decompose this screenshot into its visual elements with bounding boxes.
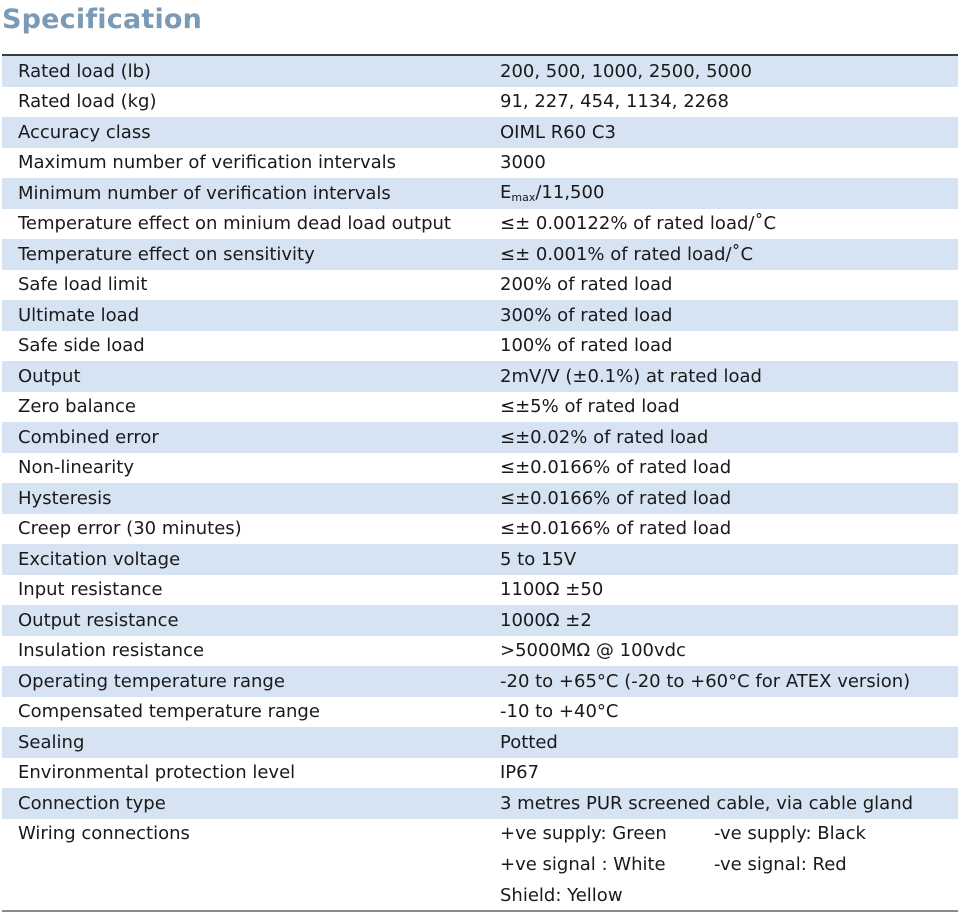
spec-value: 5 to 15V <box>500 548 577 570</box>
spec-value: ≤±0.0166% of rated load <box>500 457 732 479</box>
wiring-item: +ve supply: Green <box>500 822 667 844</box>
spec-label: Connection type <box>18 792 166 814</box>
table-row <box>2 300 958 331</box>
spec-label: Temperature effect on sensitivity <box>18 243 315 265</box>
spec-value: Potted <box>500 731 558 753</box>
spec-value: ≤±0.0166% of rated load <box>500 487 732 509</box>
table-row <box>2 117 958 148</box>
spec-label: Compensated temperature range <box>18 701 320 723</box>
spec-value: 200% of rated load <box>500 274 673 296</box>
spec-label: Wiring connections <box>18 822 190 844</box>
wiring-item: -ve signal: Red <box>714 853 847 875</box>
spec-label: Safe side load <box>18 335 145 357</box>
table-row <box>2 544 958 575</box>
spec-label: Accuracy class <box>18 121 151 143</box>
table-row <box>2 361 958 392</box>
table-row <box>2 87 958 118</box>
table-row <box>2 666 958 697</box>
table-row <box>2 178 958 209</box>
table-row <box>2 788 958 819</box>
spec-value: IP67 <box>500 762 540 784</box>
table-row <box>2 697 958 728</box>
table-row <box>2 453 958 484</box>
spec-label: Output resistance <box>18 609 179 631</box>
spec-value: 200, 500, 1000, 2500, 5000 <box>500 60 752 82</box>
table-row <box>2 270 958 301</box>
spec-value-subscript: max <box>511 191 536 205</box>
spec-value-rest: /11,500 <box>535 182 605 204</box>
table-row <box>2 239 958 270</box>
wiring-values <box>500 823 958 916</box>
table-row <box>2 758 958 789</box>
table-row <box>2 422 958 453</box>
spec-label: Non-linearity <box>18 457 135 479</box>
spec-label: Sealing <box>18 731 85 753</box>
spec-label: Rated load (lb) <box>18 60 152 82</box>
spec-value: ≤± 0.00122% of rated load/˚C <box>500 213 777 235</box>
spec-value: >5000MΩ @ 100vdc <box>500 640 686 662</box>
spec-value: 100% of rated load <box>500 335 673 357</box>
spec-value: -10 to +40°C <box>500 701 619 723</box>
spec-label: Operating temperature range <box>18 670 285 692</box>
table-row <box>2 514 958 545</box>
spec-value: -20 to +65°C (-20 to +60°C for ATEX version) <box>500 670 911 692</box>
spec-value: 3000 <box>500 152 546 174</box>
spec-value: OIML R60 C3 <box>500 121 616 143</box>
table-row <box>2 605 958 636</box>
table-row <box>2 575 958 606</box>
page-title: Specification <box>2 4 203 35</box>
spec-label: Minimum number of verification intervals <box>18 182 391 204</box>
spec-label: Creep error (30 minutes) <box>18 518 242 540</box>
table-row <box>2 392 958 423</box>
table-row <box>2 483 958 514</box>
spec-label: Rated load (kg) <box>18 91 157 113</box>
wiring-item: Shield: Yellow <box>500 884 623 906</box>
table-row <box>2 148 958 179</box>
spec-label: Insulation resistance <box>18 640 205 662</box>
table-row <box>2 727 958 758</box>
spec-value: ≤±0.02% of rated load <box>500 426 709 448</box>
spec-label: Combined error <box>18 426 159 448</box>
spec-label: Maximum number of verification intervals <box>18 152 397 174</box>
spec-label: Safe load limit <box>18 274 148 296</box>
spec-label: Output <box>18 365 81 387</box>
table-row <box>2 209 958 240</box>
spec-label: Environmental protection level <box>18 762 296 784</box>
wiring-item: +ve signal : White <box>500 853 666 875</box>
spec-label: Zero balance <box>18 396 137 418</box>
table-row <box>2 56 958 87</box>
spec-value: 91, 227, 454, 1134, 2268 <box>500 91 730 113</box>
spec-value-symbol: E <box>500 182 512 204</box>
spec-value <box>500 182 958 204</box>
table-row-wiring <box>2 819 958 909</box>
spec-value: 1100Ω ±50 <box>500 579 604 601</box>
spec-value: ≤± 0.001% of rated load/˚C <box>500 243 754 265</box>
specification-table <box>2 54 958 912</box>
spec-label: Temperature effect on minium dead load output <box>18 213 451 235</box>
spec-value: 1000Ω ±2 <box>500 609 592 631</box>
spec-value: ≤±0.0166% of rated load <box>500 518 732 540</box>
table-row <box>2 331 958 362</box>
spec-value: ≤±5% of rated load <box>500 396 680 418</box>
spec-label: Excitation voltage <box>18 548 181 570</box>
table-row <box>2 636 958 667</box>
spec-label: Input resistance <box>18 579 163 601</box>
spec-label: Hysteresis <box>18 487 112 509</box>
spec-label: Ultimate load <box>18 304 140 326</box>
spec-value: 300% of rated load <box>500 304 673 326</box>
wiring-item: -ve supply: Black <box>714 822 866 844</box>
spec-value: 2mV/V (±0.1%) at rated load <box>500 365 762 387</box>
spec-value: 3 metres PUR screened cable, via cable gland <box>500 792 914 814</box>
